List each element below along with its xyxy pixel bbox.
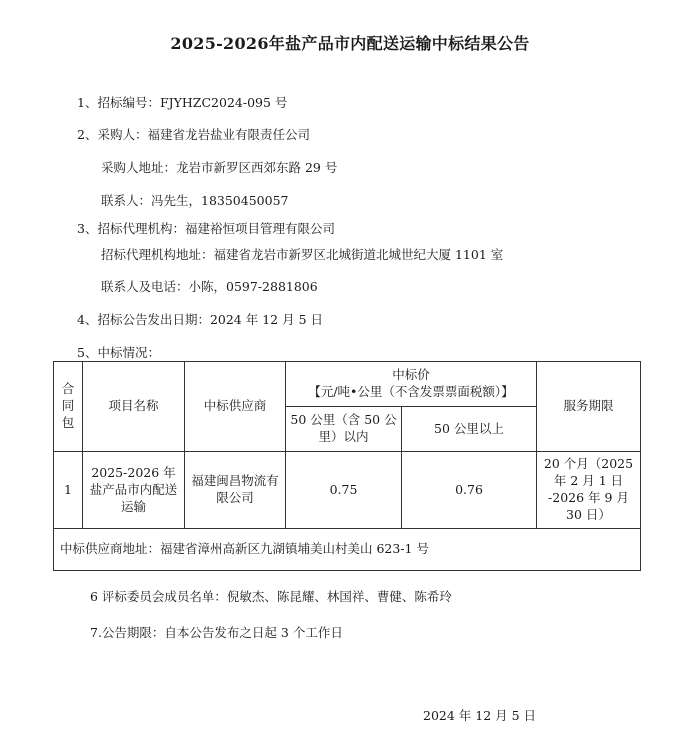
purchaser: 2、采购人：福建省龙岩盐业有限责任公司 (77, 127, 310, 142)
signing-date: 2024 年 12 月 5 日 (423, 708, 537, 723)
purchaser-address: 采购人地址：龙岩市新罗区西郊东路 29 号 (101, 160, 338, 175)
table-row (54, 452, 641, 528)
cell-service-period: 20 个月（2025 年 2 月 1 日 -2026 年 9 月 30 日） (537, 452, 641, 528)
cell-supplier: 福建闽昌物流有限公司 (185, 452, 286, 528)
header-price-within-50: 50 公里（含 50 公里）以内 (286, 407, 402, 452)
header-project: 项目名称 (83, 362, 185, 452)
award-heading: 5、中标情况： (77, 345, 160, 360)
cell-price-over-50: 0.76 (402, 452, 537, 528)
page-title: 2025-2026年盐产品市内配送运输中标结果公告 (170, 34, 530, 53)
cell-package: 1 (54, 452, 83, 528)
agency-contact: 联系人及电话：小陈，0597-2881806 (101, 279, 318, 294)
agency-address: 招标代理机构地址：福建省龙岩市新罗区北城街道北城世纪大厦 1101 室 (101, 247, 504, 262)
purchaser-contact: 联系人：冯先生，18350450057 (101, 193, 289, 208)
tender-number: 1、招标编号：FJYHZC2024-095 号 (77, 95, 288, 110)
supplier-address: 中标供应商地址：福建省漳州高新区九湖镇埔美山村美山 623-1 号 (54, 528, 641, 570)
header-price-unit: 【元/吨•公里（不含发票票面税额）】 (308, 384, 514, 400)
header-supplier: 中标供应商 (185, 362, 286, 452)
issue-date: 4、招标公告发出日期：2024 年 12 月 5 日 (77, 312, 323, 327)
tender-agency: 3、招标代理机构：福建裕恒项目管理有限公司 (77, 221, 335, 236)
header-price-title: 中标价 (392, 367, 430, 383)
committee-members: 6 评标委员会成员名单：倪敏杰、陈昆耀、林国祥、曹健、陈希玲 (90, 589, 452, 604)
header-price (286, 362, 537, 407)
cell-project: 2025-2026 年盐产品市内配送运输 (83, 452, 185, 528)
notice-period: 7.公告期限：自本公告发布之日起 3 个工作日 (90, 625, 343, 640)
award-table (53, 361, 641, 571)
header-package: 合同包 (54, 362, 83, 452)
header-price-over-50: 50 公里以上 (402, 407, 537, 452)
cell-price-within-50: 0.75 (286, 452, 402, 528)
header-service-period: 服务期限 (537, 362, 641, 452)
